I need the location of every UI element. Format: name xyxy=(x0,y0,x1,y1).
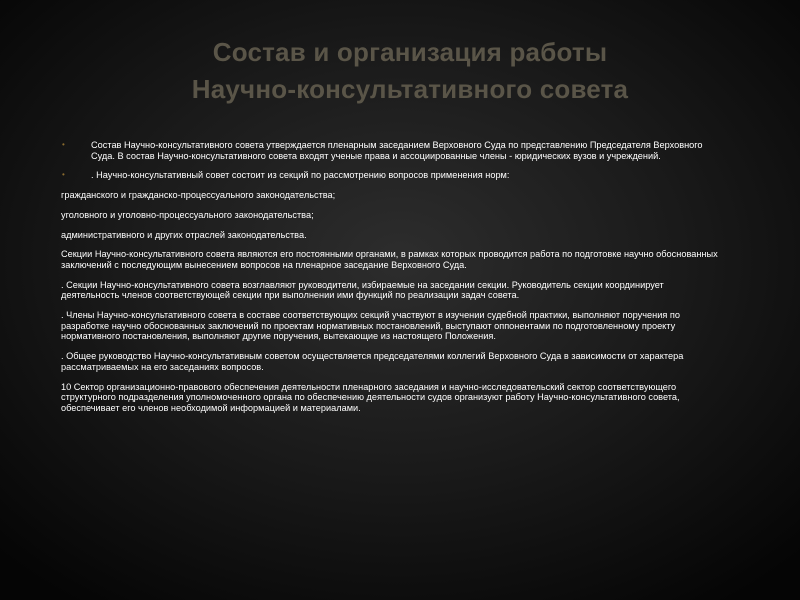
bullet-icon: • xyxy=(62,140,65,149)
body-paragraph: уголовного и уголовно-процессуального законодательства; xyxy=(61,209,314,220)
body-paragraph: . Секции Научно-консультативного совета возглавляют руководители, избираемые на заседании секции. Руководитель секции координирует деятельность членов соответствующей секции при выполнении ими функций по реализации задач совета. xyxy=(61,279,664,301)
bullet-text: Состав Научно-консультативного совета утверждается пленарным заседанием Верховного Суда по представлению Председателя Верховного Суда. В состав Научно-консультативного совета входят ученые права и ассоциированные члены - юридических вузов и учреждений. xyxy=(91,140,703,161)
slide-title-line-2: Научно-консультативного совета xyxy=(191,74,629,104)
bullet-item xyxy=(61,170,721,181)
body-paragraph: 10 Сектор организационно-правового обеспечения деятельности пленарного заседания и научно-исследовательский сектор соответствующего структурного подразделения уполномоченного органа по обеспечению деятельности судов организуют работу Научно-консультативного совета, обеспечивает его членов необходимой информацией и материалами. xyxy=(61,381,680,413)
body-paragraph: . Общее руководство Научно-консультативным советом осуществляется председателями коллегий Верховного Суда в зависимости от характера рассматриваемых на его заседаниях вопросов. xyxy=(61,351,684,372)
slide-title xyxy=(60,34,760,108)
bullet-item xyxy=(61,140,721,161)
slide-body xyxy=(61,140,721,423)
body-paragraph: административного и других отраслей законодательства. xyxy=(61,229,307,240)
slide-title-line-1: Состав и организация работы xyxy=(212,37,608,67)
body-paragraph: . Члены Научно-консультативного совета в составе соответствующих секций участвуют в изучении судебной практики, выполняют поручения по разработке научно обоснованных заключений по проектам нормативных постановлений, выступают оппонентами по подготовленному проекту нормативного постановления, выполняют другие поручения, вытекающие из настоящего Положения. xyxy=(61,310,680,342)
bullet-text: . Научно-консультативный совет состоит из секций по рассмотрению вопросов применения норм: xyxy=(91,170,510,181)
body-paragraph: Секции Научно-консультативного совета являются его постоянными органами, в рамках которых проводится работа по подготовке научно обоснованных заключений с последующим вынесением вопросов на пленарное заседание Верховного Суда. xyxy=(61,249,718,270)
bullet-icon: • xyxy=(62,170,65,180)
body-paragraph: гражданского и гражданско-процессуального законодательства; xyxy=(61,190,336,201)
